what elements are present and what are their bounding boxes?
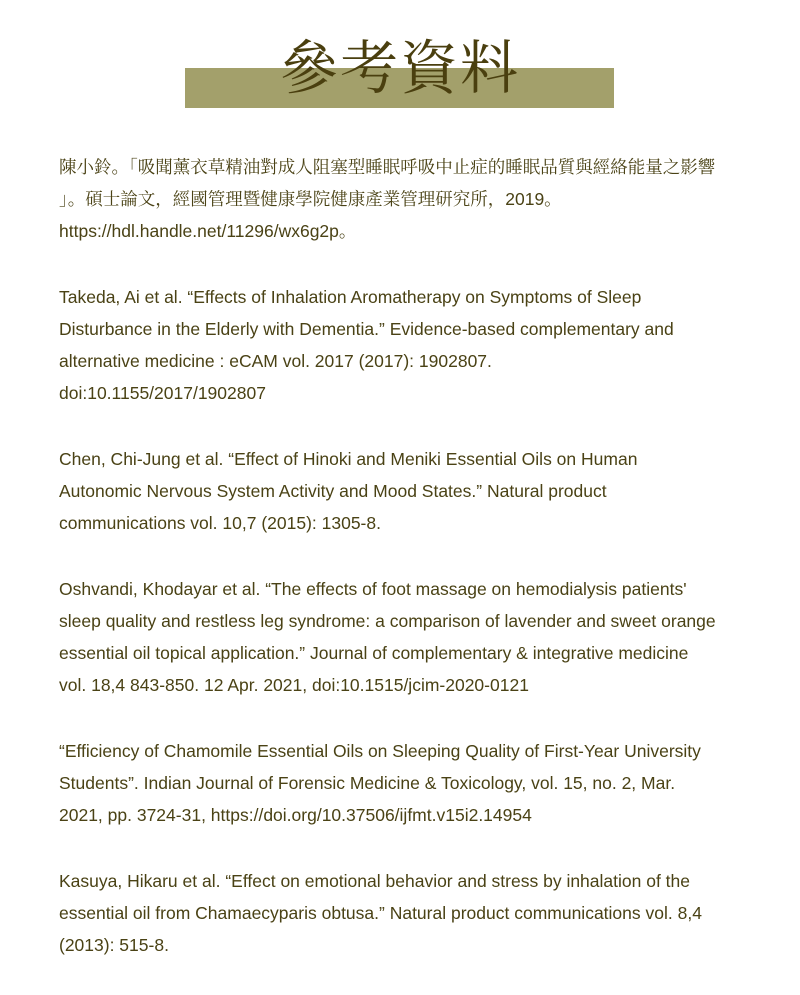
reference-line: (2013): 515-8. xyxy=(59,935,169,955)
reference-line: alternative medicine : eCAM vol. 2017 (2017): 1902807. xyxy=(59,351,492,371)
reference-item xyxy=(59,865,779,961)
reference-item xyxy=(59,443,779,539)
reference-item xyxy=(59,281,779,409)
reference-line: Students”. Indian Journal of Forensic Medicine & Toxicology, vol. 15, no. 2, Mar. xyxy=(59,773,676,793)
reference-line: sleep quality and restless leg syndrome: a comparison of lavender and sweet orange xyxy=(59,611,716,631)
reference-list xyxy=(59,151,779,995)
reference-line: essential oil topical application.” Journal of complementary & integrative medicine xyxy=(59,643,689,663)
reference-line: 2021, pp. 3724-31, https://doi.org/10.37506/ijfmt.v15i2.14954 xyxy=(59,805,532,825)
reference-line: doi:10.1155/2017/1902807 xyxy=(59,383,266,403)
reference-line: 」。碩士論文，經國管理暨健康學院健康產業管理研究所，2019。 xyxy=(59,189,562,209)
reference-line: Autonomic Nervous System Activity and Mood States.” Natural product xyxy=(59,481,607,501)
reference-line: Kasuya, Hikaru et al. “Effect on emotional behavior and stress by inhalation of the xyxy=(59,871,691,891)
reference-item xyxy=(59,735,779,831)
page-title: 參考資料 xyxy=(279,34,520,102)
reference-line: communications vol. 10,7 (2015): 1305-8. xyxy=(59,513,381,533)
reference-line: 陳小鈴。「吸聞薰衣草精油對成人阻塞型睡眠呼吸中止症的睡眠品質與經絡能量之影響 xyxy=(59,157,716,177)
reference-line: Takeda, Ai et al. “Effects of Inhalation Aromatherapy on Symptoms of Sleep xyxy=(59,287,642,307)
reference-line: Disturbance in the Elderly with Dementia.” Evidence-based complementary and xyxy=(59,319,674,339)
reference-line: Chen, Chi-Jung et al. “Effect of Hinoki and Meniki Essential Oils on Human xyxy=(59,449,638,469)
reference-line: “Efficiency of Chamomile Essential Oils on Sleeping Quality of First-Year University xyxy=(59,741,701,761)
reference-link[interactable]: https://hdl.handle.net/11296/wx6g2p。 xyxy=(59,221,357,241)
reference-line: Oshvandi, Khodayar et al. “The effects of foot massage on hemodialysis patients' xyxy=(59,579,687,599)
reference-line: essential oil from Chamaecyparis obtusa.” Natural product communications vol. 8,4 xyxy=(59,903,702,923)
reference-line: vol. 18,4 843-850. 12 Apr. 2021, doi:10.1515/jcim-2020-0121 xyxy=(59,675,529,695)
reference-item xyxy=(59,151,779,247)
reference-item xyxy=(59,573,779,701)
